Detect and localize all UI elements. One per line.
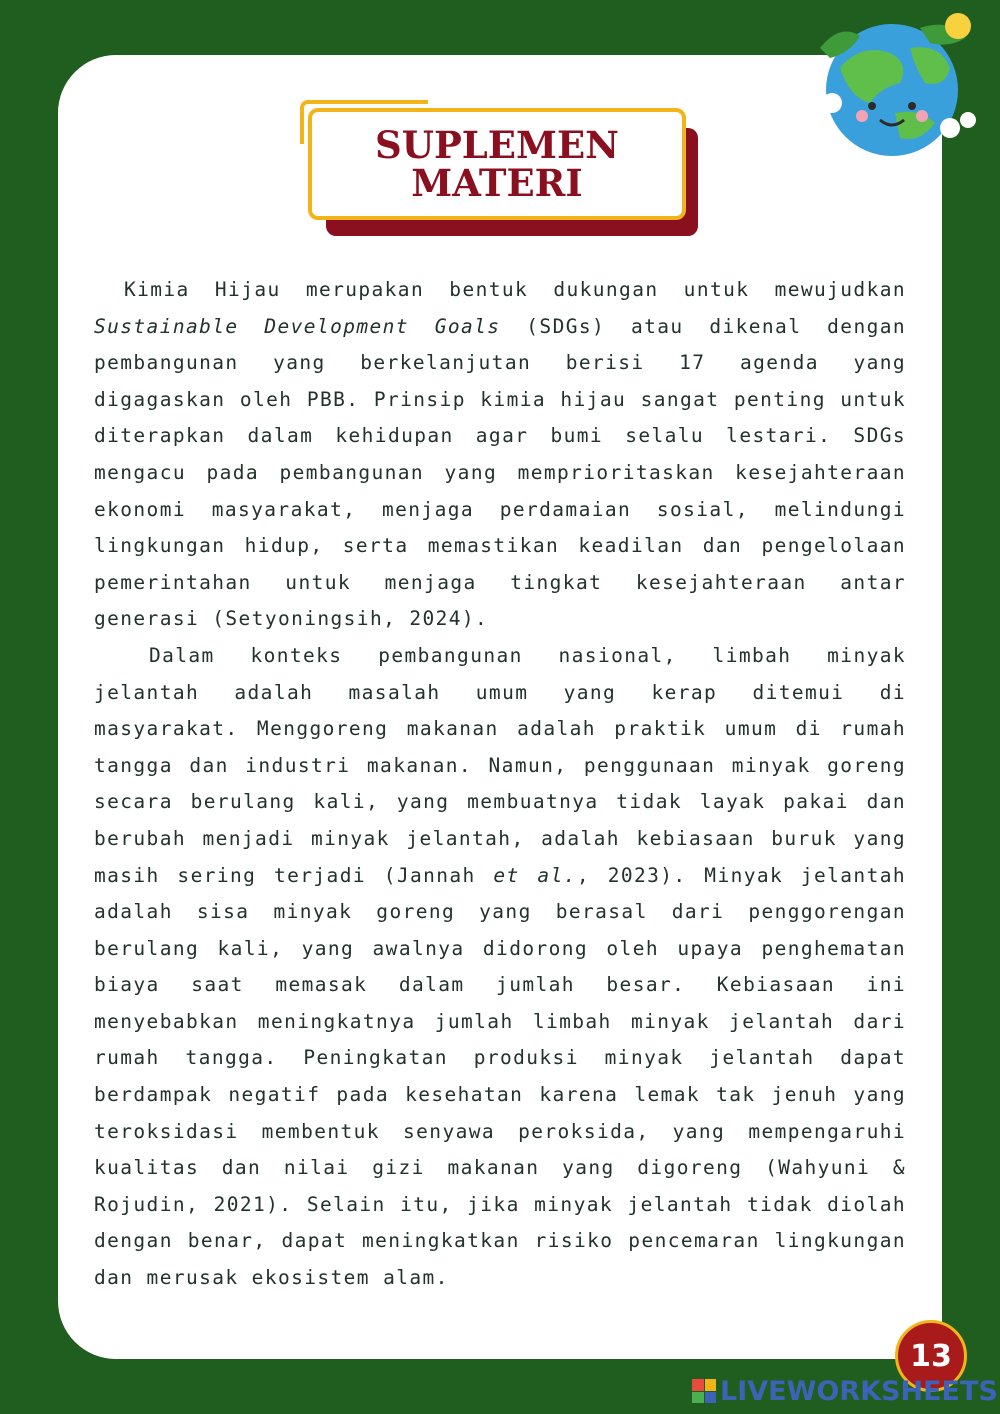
- page-number-badge: 13: [895, 1320, 967, 1392]
- body-text: [94, 272, 906, 1297]
- watermark-text: LIVEWORKSHEETS: [720, 1375, 998, 1407]
- paragraph-2-text-b: , 2023). Minyak jelantah adalah sisa minyak goreng yang berasal dari penggorengan berulang kali, yang awalnya didorong oleh upaya penghematan biaya saat memasak dalam jumlah besar. Kebiasaan ini menyebabkan meningkatnya jumlah limbah minyak jelantah dari rumah tangga. Peningkatan produksi minyak jelantah dapat berdampak negatif pada kesehatan karena lemak tak jenuh yang teroksidasi membentuk senyawa peroksida, yang mempengaruhi kualitas dan nilai gizi makanan yang digoreng (Wahyuni & Rojudin, 2021). Selain itu, jika minyak jelantah tidak diolah dengan benar, dapat meningkatkan risiko pencemaran lingkungan dan merusak ekosistem alam.: [94, 863, 906, 1290]
- liveworksheets-watermark[interactable]: [692, 1376, 998, 1406]
- paragraph-1: [94, 272, 906, 638]
- title-line-2: MATERI: [411, 161, 583, 205]
- page-title: [312, 123, 682, 205]
- paragraph-2: [94, 638, 906, 1297]
- title-line-1: SUPLEMEN: [374, 123, 619, 167]
- paragraph-2-text-a: Dalam konteks pembangunan nasional, limbah minyak jelantah adalah masalah umum yang kerap ditemui di masyarakat. Menggoreng makanan adalah praktik umum di rumah tangga dan industri makanan. Namun, penggunaan minyak goreng secara berulang kali, yang membuatnya tidak layak pakai dan berubah menjadi minyak jelantah, adalah kebiasaan buruk yang masih sering terjadi (Jannah: [94, 643, 906, 887]
- paragraph-1-text-b: (SDGs) atau dikenal dengan pembangunan yang berkelanjutan berisi 17 agenda yang digagaskan oleh PBB. Prinsip kimia hijau sangat penting untuk diterapkan dalam kehidupan agar bumi selalu lestari. SDGs mengacu pada pembangunan yang memprioritaskan kesejahteraan ekonomi masyarakat, menjaga perdamaian sosial, melindungi lingkungan hidup, serta memastikan keadilan dan pengelolaan pemerintahan untuk menjaga tingkat kesejahteraan antar generasi (Setyoningsih, 2024).: [94, 314, 907, 631]
- paragraph-1-text-a: Kimia Hijau merupakan bentuk dukungan untuk mewujudkan: [124, 278, 906, 301]
- paragraph-1-italic: Sustainable Development Goals: [94, 314, 501, 338]
- title-box: [308, 108, 686, 220]
- paragraph-2-italic: et al.: [493, 863, 577, 887]
- liveworksheets-logo-icon: [692, 1379, 716, 1403]
- smiling-earth-icon: [800, 8, 990, 158]
